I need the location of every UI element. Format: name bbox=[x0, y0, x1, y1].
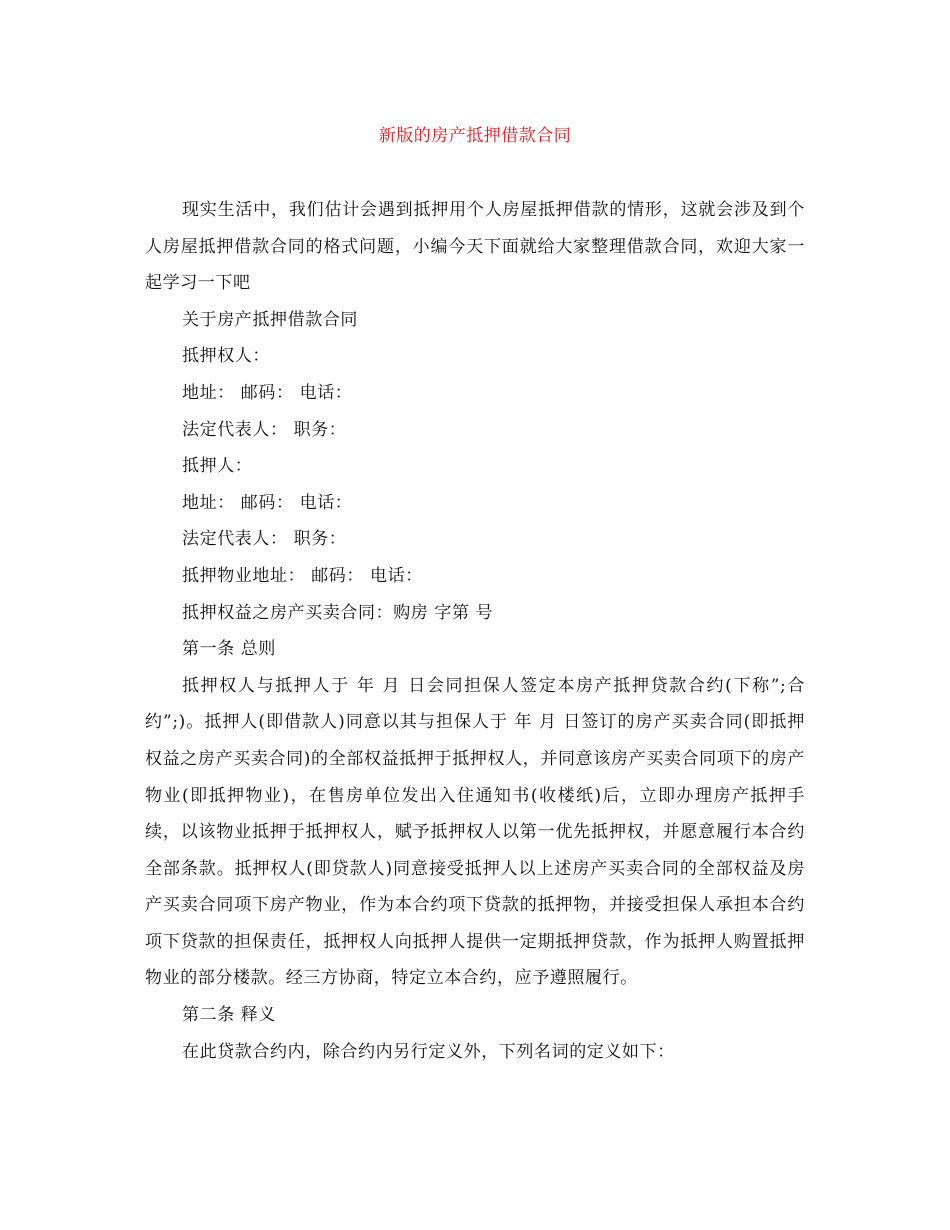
mortgagee-representative-line: 法定代表人： 职务： bbox=[182, 419, 347, 440]
mortgagor-address-line: 地址： 邮码： 电话： bbox=[182, 492, 353, 513]
mortgagor-label: 抵押人： bbox=[182, 456, 253, 477]
article-2-heading: 第二条 释义 bbox=[182, 1005, 277, 1026]
article-2-body: 在此贷款合约内，除合约内另行定义外，下列名词的定义如下： bbox=[182, 1041, 675, 1062]
article-1-body: 抵押权人与抵押人于 年 月 日会同担保人签定本房产抵押贷款合约(下称”;合约”;)。抵押人(即借款人)同意以其与担保人于 年 月 日签订的房产买卖合同(即抵押权益之房产买卖合同)的全部权益抵押于抵押权人，并同意该房产买卖合同项下的房产物业(即抵押物业)，在售房单位发出入住通知书(收楼纸)后，立即办理房产抵押手续，以该物业抵押于抵押权人，赋予抵押权人以第一优先抵押权，并愿意履行本合约全部条款。抵押权人(即贷款人)同意接受抵押人以上述房产买卖合同的全部权益及房产买卖合同项下房产物业，作为本合约项下贷款的抵押物，并接受担保人承担本合约项下贷款的担保责任，抵押权人向抵押人提供一定期抵押贷款，作为抵押人购置抵押物业的部分楼款。经三方协商，特定立本合约，应予遵照履行。 bbox=[145, 675, 805, 989]
intro-paragraph: 现实生活中，我们估计会遇到抵押用个人房屋抵押借款的情形，这就会涉及到个人房屋抵押借款合同的格式问题，小编今天下面就给大家整理借款合同，欢迎大家一起学习一下吧 bbox=[145, 200, 805, 294]
contract-heading: 关于房产抵押借款合同 bbox=[182, 309, 358, 330]
mortgagor-representative-line: 法定代表人： 职务： bbox=[182, 529, 347, 550]
document-title: 新版的房产抵押借款合同 bbox=[378, 126, 572, 146]
mortgagee-label: 抵押权人： bbox=[182, 346, 270, 367]
document-body bbox=[145, 192, 805, 1070]
property-address-line: 抵押物业地址： 邮码： 电话： bbox=[182, 565, 423, 586]
mortgagee-address-line: 地址： 邮码： 电话： bbox=[182, 382, 353, 403]
purchase-contract-line: 抵押权益之房产买卖合同：购房 字第 号 bbox=[182, 602, 494, 623]
article-1-heading: 第一条 总则 bbox=[182, 639, 277, 660]
